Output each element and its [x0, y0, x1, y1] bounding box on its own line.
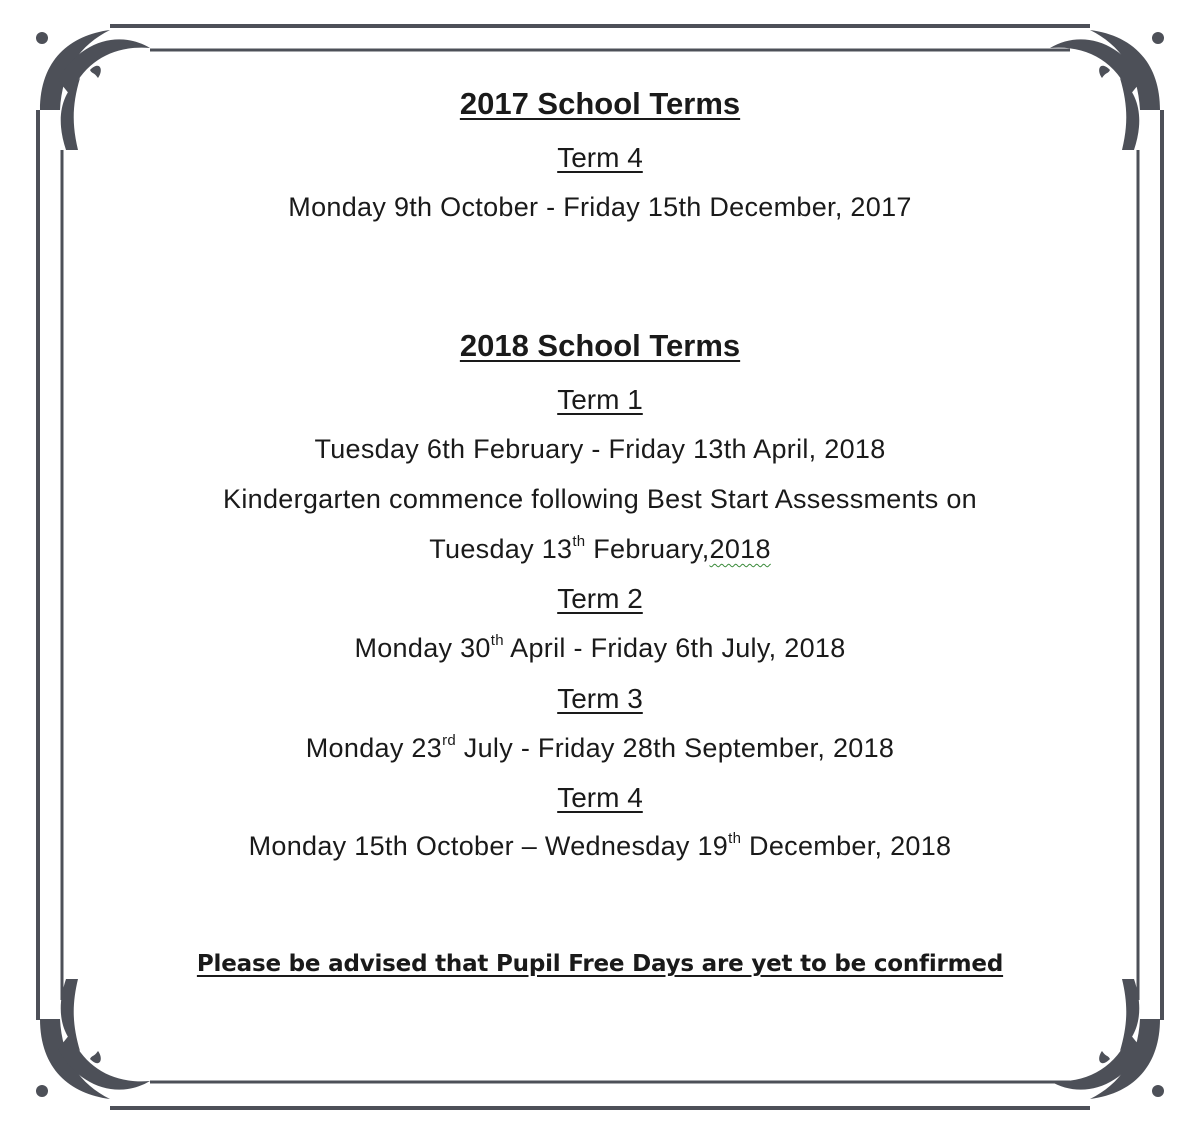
kindergarten-note-line1: Kindergarten commence following Best Start Assessments on [223, 484, 977, 514]
pupil-free-days-notice: Please be advised that Pupil Free Days are yet to be confirmed [196, 951, 1004, 977]
term-4-2018-label: Term 4 [557, 782, 643, 813]
term-2-dates-rest: April - Friday 6th July, 2018 [503, 633, 846, 663]
kinder-date-suffix: th [572, 533, 586, 550]
term-3-2018-dates [0, 733, 1200, 764]
term-2-2018-label: Term 2 [557, 583, 643, 614]
term-1-2018-label: Term 1 [557, 384, 643, 415]
corner-ornament-bottom-right [1050, 979, 1164, 1099]
term-4-2017-label: Term 4 [557, 142, 643, 173]
term-3-dates-start: Monday 23 [305, 733, 443, 763]
term-3-2018-label: Term 3 [557, 683, 643, 714]
term-3-dates-suffix: rd [442, 732, 456, 749]
kinder-date-month: February, [585, 534, 710, 564]
term-4-dates-suffix: th [728, 830, 742, 847]
term-2-dates-suffix: th [490, 632, 504, 649]
term-2-dates-start: Monday 30 [354, 633, 491, 663]
term-2-2018-dates [0, 633, 1200, 664]
corner-ornament-bottom-left [36, 979, 150, 1099]
term-4-2018-dates [0, 831, 1200, 862]
term-3-dates-rest: July - Friday 28th September, 2018 [456, 733, 895, 763]
kindergarten-note-line2 [0, 534, 1200, 565]
kinder-date-prefix: Tuesday 13 [429, 534, 573, 564]
term-4-2017-dates: Monday 9th October - Friday 15th December, 2017 [288, 192, 912, 222]
term-4-dates-start: Monday 15th October – Wednesday 19 [248, 831, 729, 861]
kinder-date-year: 2018 [709, 534, 771, 564]
term-4-dates-rest: December, 2018 [741, 831, 952, 861]
term-1-2018-dates: Tuesday 6th February - Friday 13th April, 2018 [314, 434, 886, 464]
heading-2018: 2018 School Terms [459, 328, 741, 363]
heading-2017: 2017 School Terms [459, 86, 741, 121]
